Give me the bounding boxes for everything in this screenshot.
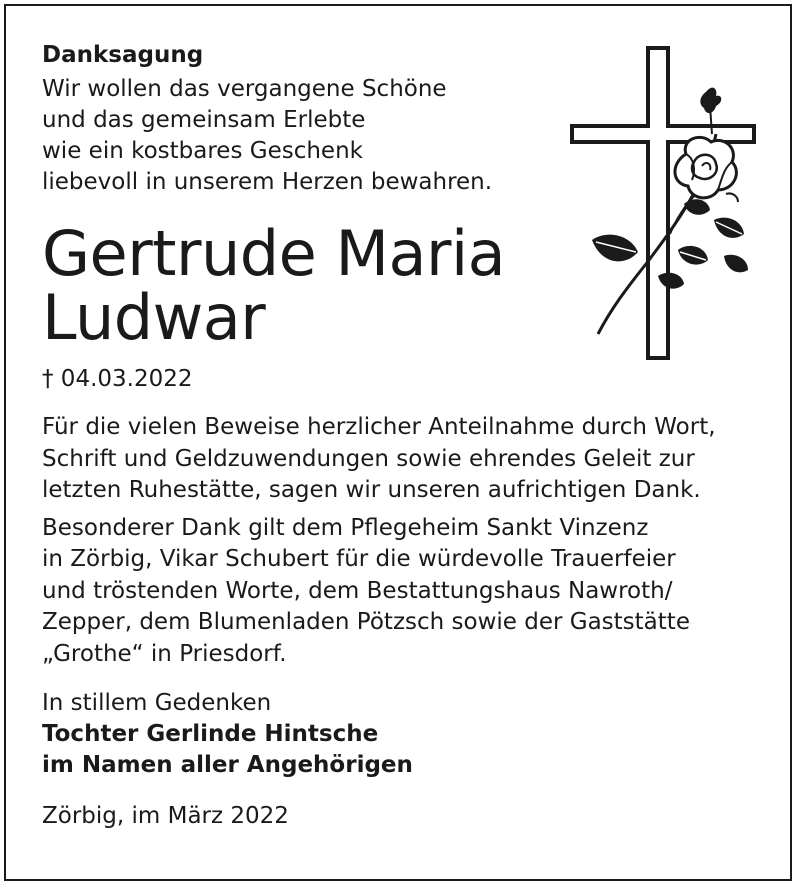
special-thanks-line: und tröstenden Worte, dem Bestattungshaus Nawroth/ (42, 577, 673, 604)
place-date: Zörbig, im März 2022 (42, 803, 289, 829)
poem-line: liebevoll in unserem Herzen bewahren. (42, 169, 493, 195)
closing (42, 688, 762, 781)
thanks-line: letzten Ruhestätte, sagen wir unseren aufrichtigen Dank. (42, 477, 701, 503)
signer-line: Tochter Gerlinde Hintsche (42, 721, 379, 747)
poem-line: und das gemeinsam Erlebte (42, 107, 366, 133)
special-thanks-line: „Grothe“ in Priesdorf. (42, 640, 287, 667)
thanks-paragraph (42, 412, 762, 507)
poem-line: Wir wollen das vergangene Schöne (42, 76, 447, 102)
signer-line: im Namen aller Angehörigen (42, 752, 413, 778)
closing-line: In stillem Gedenken (42, 690, 272, 716)
deceased-name-line: Gertrude Maria (42, 217, 506, 290)
special-thanks-line: Besonderer Dank gilt dem Pflegeheim Sankt Vinzenz (42, 514, 649, 541)
deceased-name-line: Ludwar (42, 281, 266, 354)
special-thanks-line: Zepper, dem Blumenladen Pötzsch sowie der Gaststätte (42, 609, 690, 635)
heading: Danksagung (42, 42, 204, 68)
special-thanks-line: in Zörbig, Vikar Schubert für die würdevolle Trauerfeier (42, 546, 676, 572)
special-thanks-paragraph (42, 513, 762, 671)
death-date: † 04.03.2022 (42, 366, 193, 392)
thanks-line: Schrift und Geldzuwendungen sowie ehrendes Geleit zur (42, 445, 695, 472)
cross-with-rose-icon (566, 44, 758, 364)
poem-line: wie ein kostbares Geschenk (42, 138, 363, 164)
thanks-line: Für die vielen Beweise herzlicher Anteilnahme durch Wort, (42, 414, 716, 440)
